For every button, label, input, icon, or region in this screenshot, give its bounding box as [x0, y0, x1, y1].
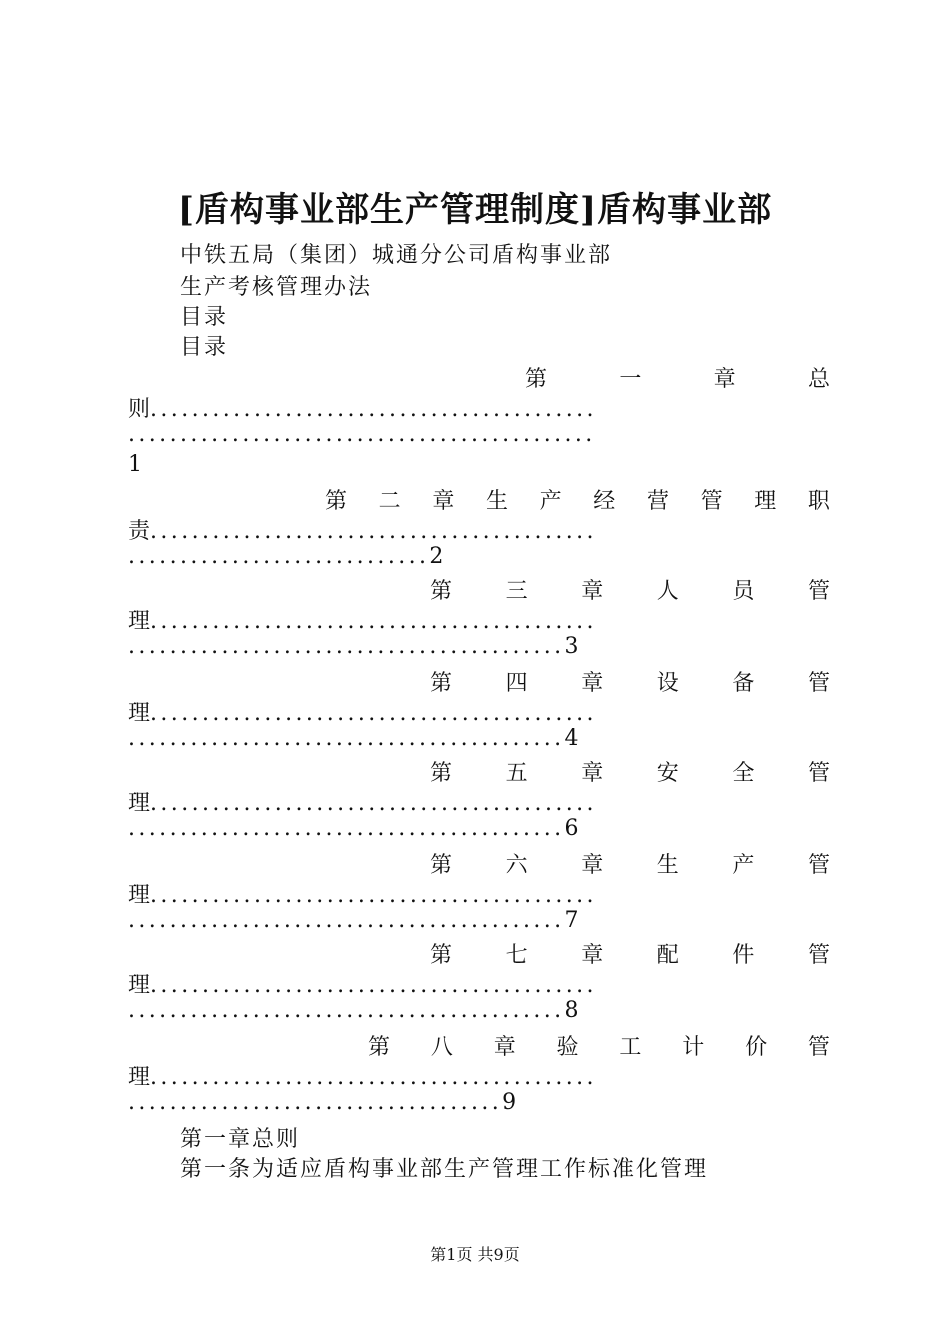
toc-leader-dots: ..........................................	[128, 726, 565, 751]
toc-heading-char: 三	[505, 579, 528, 604]
toc-heading-char: 章	[432, 489, 455, 514]
toc-heading-char: 生	[656, 853, 679, 878]
toc-leader-dots: .............................................	[128, 422, 596, 447]
toc-page-number: 1	[128, 452, 142, 477]
toc-heading-char: 二	[378, 489, 401, 514]
header-line-contents: 目录	[180, 305, 229, 330]
toc-page-number: 7	[564, 908, 579, 933]
toc-heading-char: 第	[430, 671, 453, 696]
toc-heading-char: 章	[581, 579, 604, 604]
toc-heading-char: 七	[505, 943, 528, 968]
toc-heading	[325, 484, 830, 515]
toc-heading-last-char: 理	[128, 883, 151, 908]
toc-heading-char: 管	[807, 1035, 830, 1060]
toc-heading	[368, 1030, 830, 1061]
toc-heading-char: 八	[430, 1035, 453, 1060]
toc-leader-dots: ..........................................	[128, 998, 565, 1023]
toc-heading-char: 管	[807, 943, 830, 968]
toc-dotted-line	[128, 968, 830, 999]
toc-leader-dots: .............................	[128, 544, 430, 569]
toc-page-number: 6	[564, 816, 579, 841]
toc-heading-char: 管	[700, 489, 723, 514]
toc-heading-last-char: 责	[128, 519, 151, 544]
toc-dotted-line	[128, 514, 830, 545]
toc-heading-char: 第	[430, 761, 453, 786]
toc-heading-char: 生	[485, 489, 508, 514]
toc-heading-last-char: 理	[128, 1065, 151, 1090]
toc-page-line	[128, 452, 830, 477]
toc-dotted-line	[128, 696, 830, 727]
toc-heading-last-char: 理	[128, 609, 151, 634]
toc-leader-dots: ...........................................	[150, 701, 597, 726]
toc-dotted-line	[128, 634, 830, 659]
chapter-heading: 第一章总则	[180, 1127, 301, 1152]
toc-heading-last-char: 理	[128, 791, 151, 816]
toc-heading-char: 第	[430, 853, 453, 878]
header-line-contents-repeat: 目录	[180, 335, 229, 360]
toc-heading-char: 产	[539, 489, 562, 514]
toc-page-number: 4	[564, 726, 579, 751]
toc-heading-char: 验	[556, 1035, 579, 1060]
toc-heading-char: 设	[656, 671, 679, 696]
toc-heading	[430, 574, 830, 605]
toc-heading-char: 章	[581, 671, 604, 696]
toc-leader-dots: ...........................................	[150, 397, 597, 422]
toc-heading-char: 产	[732, 853, 755, 878]
toc-heading-char: 管	[807, 853, 830, 878]
toc-dotted-line	[128, 544, 830, 569]
toc-heading	[525, 362, 830, 393]
toc-page-number: 8	[564, 998, 579, 1023]
toc-heading-char: 一	[619, 367, 642, 392]
toc-dotted-line	[128, 878, 830, 909]
toc-heading-char: 六	[505, 853, 528, 878]
toc-heading-char: 五	[505, 761, 528, 786]
toc-heading-char: 安	[656, 761, 679, 786]
page-footer: 第1页 共9页	[430, 1245, 520, 1264]
toc-page-number: 2	[429, 544, 444, 569]
toc-leader-dots: ...........................................	[150, 609, 597, 634]
toc-dotted-line	[128, 786, 830, 817]
article-text: 第一条为适应盾构事业部生产管理工作标准化管理	[180, 1157, 709, 1182]
toc-heading-char: 工	[619, 1035, 642, 1060]
toc-heading-last-char: 则	[128, 397, 151, 422]
toc-heading-char: 总	[807, 367, 830, 392]
toc-dotted-line	[128, 422, 830, 447]
toc-dotted-line	[128, 998, 830, 1023]
toc-heading-char: 全	[732, 761, 755, 786]
toc-leader-dots: ...........................................	[150, 791, 597, 816]
toc-dotted-line	[128, 604, 830, 635]
toc-heading-char: 章	[713, 367, 736, 392]
toc-dotted-line	[128, 392, 830, 423]
toc-heading-char: 第	[325, 489, 348, 514]
toc-heading-char: 配	[656, 943, 679, 968]
toc-leader-dots: ..........................................	[128, 908, 565, 933]
toc-heading-char: 人	[656, 579, 679, 604]
toc-heading-char: 经	[593, 489, 616, 514]
toc-heading-char: 章	[493, 1035, 516, 1060]
toc-dotted-line	[128, 1060, 830, 1091]
toc-heading-char: 第	[430, 943, 453, 968]
toc-heading	[430, 848, 830, 879]
toc-heading	[430, 756, 830, 787]
toc-leader-dots: ....................................	[128, 1090, 503, 1115]
toc-heading-char: 第	[525, 367, 548, 392]
toc-dotted-line	[128, 726, 830, 751]
toc-leader-dots: ..........................................	[128, 634, 565, 659]
toc-heading	[430, 666, 830, 697]
toc-page-number: 9	[502, 1090, 517, 1115]
document-title: [盾构事业部生产管理制度]盾构事业部	[177, 190, 773, 230]
toc-heading-last-char: 理	[128, 973, 151, 998]
toc-heading-char: 管	[807, 761, 830, 786]
toc-leader-dots: ..........................................	[128, 816, 565, 841]
toc-dotted-line	[128, 908, 830, 933]
toc-heading-last-char: 理	[128, 701, 151, 726]
header-line-company: 中铁五局（集团）城通分公司盾构事业部	[180, 243, 613, 268]
toc-leader-dots: ...........................................	[150, 519, 597, 544]
toc-heading-char: 员	[732, 579, 755, 604]
toc-heading-char: 备	[732, 671, 755, 696]
toc-leader-dots: ...........................................	[150, 1065, 597, 1090]
toc-heading-char: 章	[581, 853, 604, 878]
header-line-subtitle: 生产考核管理办法	[180, 275, 373, 300]
toc-heading-char: 管	[807, 671, 830, 696]
toc-dotted-line	[128, 816, 830, 841]
toc-heading-char: 四	[505, 671, 528, 696]
toc-heading-char: 第	[430, 579, 453, 604]
toc-leader-dots: ...........................................	[150, 883, 597, 908]
toc-heading-char: 营	[646, 489, 669, 514]
toc-heading-char: 价	[745, 1035, 768, 1060]
toc-dotted-line	[128, 1090, 830, 1115]
toc-heading	[430, 938, 830, 969]
toc-heading-char: 章	[581, 761, 604, 786]
toc-heading-char: 件	[732, 943, 755, 968]
toc-page-number: 3	[564, 634, 579, 659]
toc-heading-char: 职	[807, 489, 830, 514]
toc-heading-char: 计	[682, 1035, 705, 1060]
toc-heading-char: 第	[368, 1035, 391, 1060]
toc-heading-char: 管	[807, 579, 830, 604]
toc-heading-char: 理	[754, 489, 777, 514]
toc-leader-dots: ...........................................	[150, 973, 597, 998]
toc-heading-char: 章	[581, 943, 604, 968]
